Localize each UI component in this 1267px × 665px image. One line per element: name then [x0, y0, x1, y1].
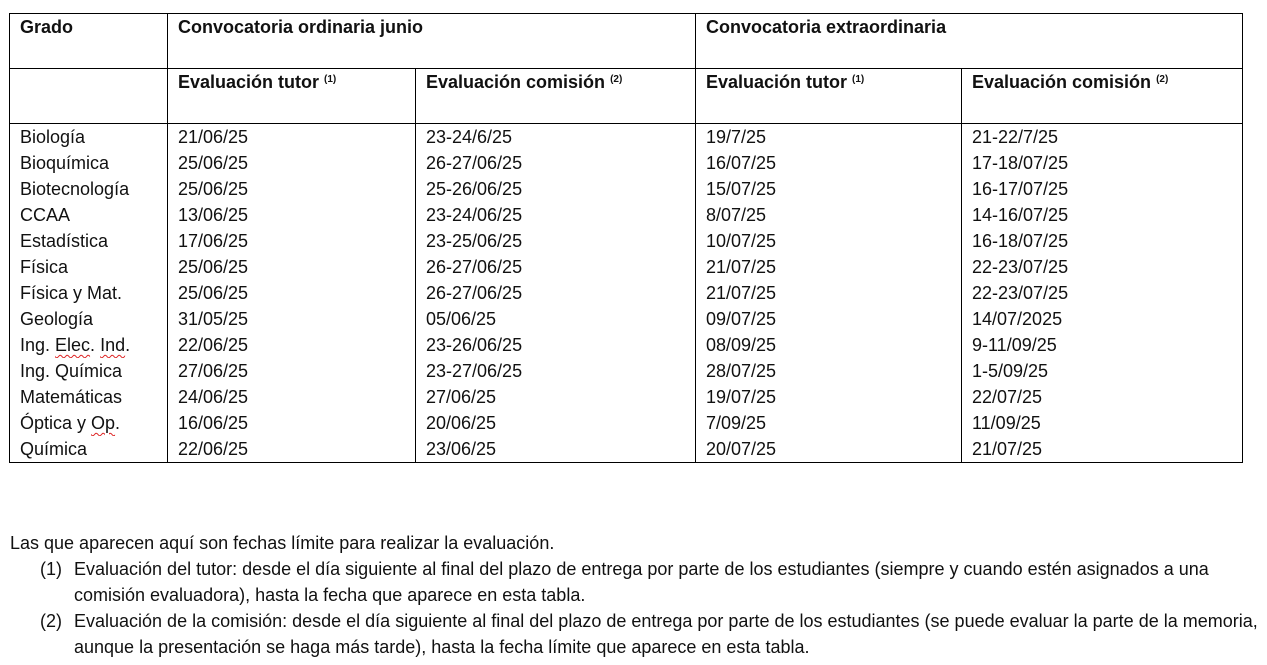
cell-ord-tutor: 25/06/25 [168, 254, 416, 280]
cell-ext-comision: 22-23/07/25 [962, 254, 1243, 280]
cell-ext-tutor: 15/07/25 [696, 176, 962, 202]
header-ext-tutor-label: Evaluación tutor [706, 72, 853, 92]
cell-ext-comision: 16-18/07/25 [962, 228, 1243, 254]
grado-part: . [125, 335, 131, 355]
cell-ord-tutor: 25/06/25 [168, 150, 416, 176]
footnote-mark-1: (1) [324, 74, 337, 85]
cell-grado: Ing. Química [10, 358, 168, 384]
cell-ext-comision: 16-17/07/25 [962, 176, 1243, 202]
cell-ord-comision: 23-25/06/25 [416, 228, 696, 254]
table-row [10, 228, 1243, 254]
table-row [10, 280, 1243, 306]
cell-grado: Física y Mat. [10, 280, 168, 306]
cell-ext-tutor: 21/07/25 [696, 280, 962, 306]
cell-ext-comision: 21-22/7/25 [962, 124, 1243, 151]
cell-ord-comision: 23/06/25 [416, 436, 696, 463]
table-row [10, 436, 1243, 463]
cell-ord-comision: 05/06/25 [416, 306, 696, 332]
cell-grado: Geología [10, 306, 168, 332]
cell-ord-comision: 27/06/25 [416, 384, 696, 410]
notes-intro: Las que aparecen aquí son fechas límite para realizar la evaluación. [10, 533, 555, 553]
cell-ord-comision: 26-27/06/25 [416, 150, 696, 176]
cell-grado: CCAA [10, 202, 168, 228]
table-row [10, 124, 1243, 151]
cell-ext-comision: 9-11/09/25 [962, 332, 1243, 358]
table-row [10, 358, 1243, 384]
header-ord-comision-label: Evaluación comisión [426, 72, 611, 92]
header-grado: Grado [10, 14, 168, 69]
cell-ext-tutor: 19/07/25 [696, 384, 962, 410]
table-row [10, 176, 1243, 202]
cell-ext-tutor: 8/07/25 [696, 202, 962, 228]
cell-ord-comision: 26-27/06/25 [416, 280, 696, 306]
cell-ord-comision: 23-24/06/25 [416, 202, 696, 228]
cell-ext-comision: 22-23/07/25 [962, 280, 1243, 306]
cell-ext-comision: 22/07/25 [962, 384, 1243, 410]
cell-ord-tutor: 24/06/25 [168, 384, 416, 410]
cell-grado: Estadística [10, 228, 168, 254]
cell-ext-tutor: 7/09/25 [696, 410, 962, 436]
cell-ord-tutor: 31/05/25 [168, 306, 416, 332]
header-ord-tutor-label: Evaluación tutor [178, 72, 325, 92]
cell-ext-comision: 14/07/2025 [962, 306, 1243, 332]
notes-list [10, 556, 1260, 660]
note-number: (2) [40, 611, 62, 631]
spellcheck-underlined-word: Op [91, 413, 116, 433]
spellcheck-underlined-word: Elec [55, 335, 91, 355]
note-item [10, 608, 1260, 660]
cell-ext-tutor: 28/07/25 [696, 358, 962, 384]
cell-ord-tutor: 27/06/25 [168, 358, 416, 384]
cell-ext-tutor: 08/09/25 [696, 332, 962, 358]
header-ordinaria: Convocatoria ordinaria junio [168, 14, 696, 69]
cell-ext-tutor: 10/07/25 [696, 228, 962, 254]
table-row [10, 150, 1243, 176]
cell-ord-tutor: 25/06/25 [168, 176, 416, 202]
cell-ext-comision: 11/09/25 [962, 410, 1243, 436]
cell-grado [10, 332, 168, 358]
footnote-mark-2: (2) [610, 74, 623, 85]
header-ext-comision-label: Evaluación comisión [972, 72, 1157, 92]
cell-ext-tutor: 20/07/25 [696, 436, 962, 463]
grado-part: . [115, 413, 121, 433]
table-row [10, 254, 1243, 280]
note-number: (1) [40, 559, 62, 579]
notes-section [10, 530, 1260, 660]
cell-ord-comision: 23-24/6/25 [416, 124, 696, 151]
cell-ord-comision: 23-27/06/25 [416, 358, 696, 384]
cell-ext-tutor: 19/7/25 [696, 124, 962, 151]
cell-ext-comision: 1-5/09/25 [962, 358, 1243, 384]
grado-part: Ing. [20, 335, 56, 355]
header-ext-comision [962, 69, 1243, 124]
footnote-mark-2: (2) [1156, 74, 1169, 85]
cell-ord-tutor: 17/06/25 [168, 228, 416, 254]
cell-grado: Física [10, 254, 168, 280]
header-row-main [10, 14, 1243, 69]
table-row [10, 306, 1243, 332]
cell-ext-comision: 17-18/07/25 [962, 150, 1243, 176]
grado-part: . [90, 335, 101, 355]
cell-grado [10, 410, 168, 436]
cell-ext-tutor: 21/07/25 [696, 254, 962, 280]
cell-ord-tutor: 16/06/25 [168, 410, 416, 436]
cell-ext-comision: 14-16/07/25 [962, 202, 1243, 228]
cell-grado: Biotecnología [10, 176, 168, 202]
header-ord-tutor [168, 69, 416, 124]
cell-ext-tutor: 09/07/25 [696, 306, 962, 332]
table-row [10, 384, 1243, 410]
cell-grado: Biología [10, 124, 168, 151]
deadlines-table [9, 13, 1243, 463]
cell-ord-tutor: 25/06/25 [168, 280, 416, 306]
cell-ord-comision: 23-26/06/25 [416, 332, 696, 358]
spellcheck-underlined-word: Ind [100, 335, 126, 355]
table-row [10, 410, 1243, 436]
cell-ord-tutor: 22/06/25 [168, 436, 416, 463]
header-row-sub [10, 69, 1243, 124]
cell-ord-tutor: 21/06/25 [168, 124, 416, 151]
footnote-mark-1: (1) [852, 74, 865, 85]
cell-ord-comision: 25-26/06/25 [416, 176, 696, 202]
note-text: Evaluación de la comisión: desde el día siguiente al final del plazo de entrega por parte de los estudiantes (se puede evaluar la parte de la memoria, aunque la presentación se haga más tarde), hasta la fecha límite que aparece en esta tabla. [74, 611, 1258, 657]
cell-ord-comision: 20/06/25 [416, 410, 696, 436]
cell-ext-tutor: 16/07/25 [696, 150, 962, 176]
table-row [10, 332, 1243, 358]
cell-grado: Matemáticas [10, 384, 168, 410]
table-row [10, 202, 1243, 228]
header-ext-tutor [696, 69, 962, 124]
cell-grado: Bioquímica [10, 150, 168, 176]
cell-ord-comision: 26-27/06/25 [416, 254, 696, 280]
header-empty [10, 69, 168, 124]
note-text: Evaluación del tutor: desde el día siguiente al final del plazo de entrega por parte de los estudiantes (siempre y cuando estén asignados a una comisión evaluadora), hasta la fecha que aparece en esta tabla. [74, 559, 1209, 605]
header-extraordinaria: Convocatoria extraordinaria [696, 14, 1243, 69]
grado-part: Óptica y [20, 413, 92, 433]
cell-ord-tutor: 13/06/25 [168, 202, 416, 228]
note-item [10, 556, 1260, 608]
cell-ord-tutor: 22/06/25 [168, 332, 416, 358]
header-ord-comision [416, 69, 696, 124]
cell-ext-comision: 21/07/25 [962, 436, 1243, 463]
cell-grado: Química [10, 436, 168, 463]
